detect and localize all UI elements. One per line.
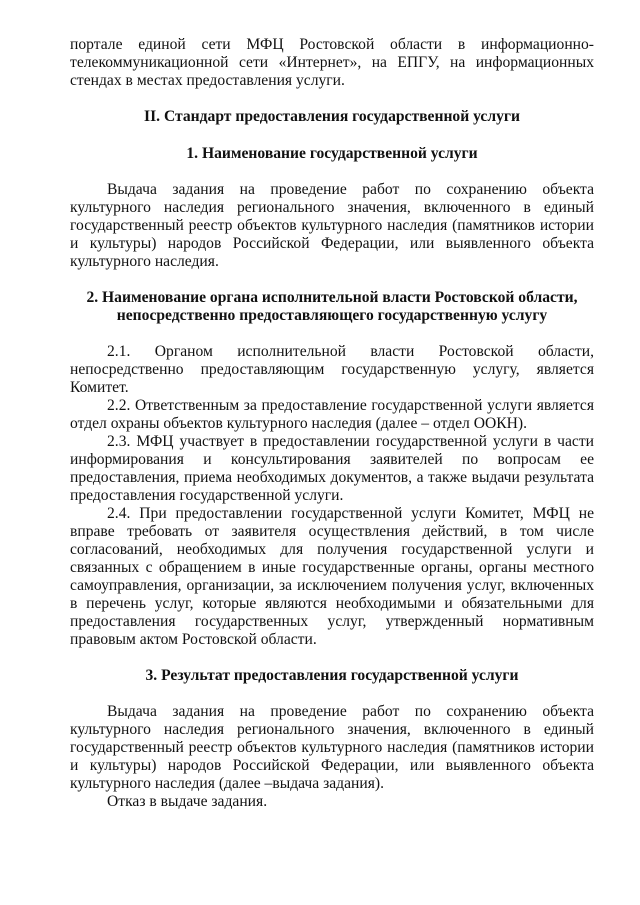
section-2-items xyxy=(70,343,594,649)
section-3-paragraphs xyxy=(70,703,594,811)
section-1-paragraph: Выдача задания на проведение работ по сохранению объекта культурного наследия регионального значения, включенного в единый государственный реестр объектов культурного наследия (памятников истории и культуры) народов Российской Федерации, или выявленного объекта культурного наследия. xyxy=(70,181,594,270)
section-3-paragraph-refusal: Отказ в выдаче задания. xyxy=(107,793,268,810)
section-2-item-2-2: 2.2. Ответственным за предоставление государственной услуги является отдел охраны объектов культурного наследия (далее – отдел ООКН). xyxy=(70,397,594,432)
section-2-item-2-3: 2.3. МФЦ участвует в предоставлении государственной услуги в части информирования и консультирования заявителей по вопросам ее предоставления, приема необходимых документов, а также выдачи результата предоставления государственной услуги. xyxy=(70,433,594,504)
section-2-item-2-1: 2.1. Органом исполнительной власти Ростовской области, непосредственно предоставляющим государственную услугу, является Комитет. xyxy=(70,343,594,396)
section-1-heading: 1. Наименование государственной услуги xyxy=(186,145,478,162)
section-2-item-2-4: 2.4. При предоставлении государственной услуги Комитет, МФЦ не вправе требовать от заявителя осуществления действий, в том числе согласований, необходимых для получения государственной услуги и связанных с обращением в иные государственные органы, органы местного самоуправления, организации, за исключением получения услуг, включенных в перечень услуг, которые являются необходимыми и обязательными для предоставления государственных услуг, утвержденный нормативным правовым актом Ростовской области. xyxy=(70,505,594,648)
intro-paragraph: порталe единой сети МФЦ Ростовской области в информационно-телекоммуникационной сети «Интернет», на ЕПГУ, на информационных стендах в местах предоставления услуги. xyxy=(70,36,594,89)
section-ii-heading: II. Стандарт предоставления государственной услуги xyxy=(144,108,520,125)
section-3-heading: 3. Результат предоставления государственной услуги xyxy=(145,667,519,684)
section-2-heading: 2. Наименование органа исполнительной власти Ростовской области, непосредственно предоставляющего государственную услугу xyxy=(86,289,578,324)
document-page xyxy=(70,36,594,811)
section-3-paragraph-result: Выдача задания на проведение работ по сохранению объекта культурного наследия регионального значения, включенного в единый государственный реестр объектов культурного наследия (памятников истории и культуры) народов Российской Федерации, или выявленного объекта культурного наследия (далее –выдача задания). xyxy=(70,703,594,792)
